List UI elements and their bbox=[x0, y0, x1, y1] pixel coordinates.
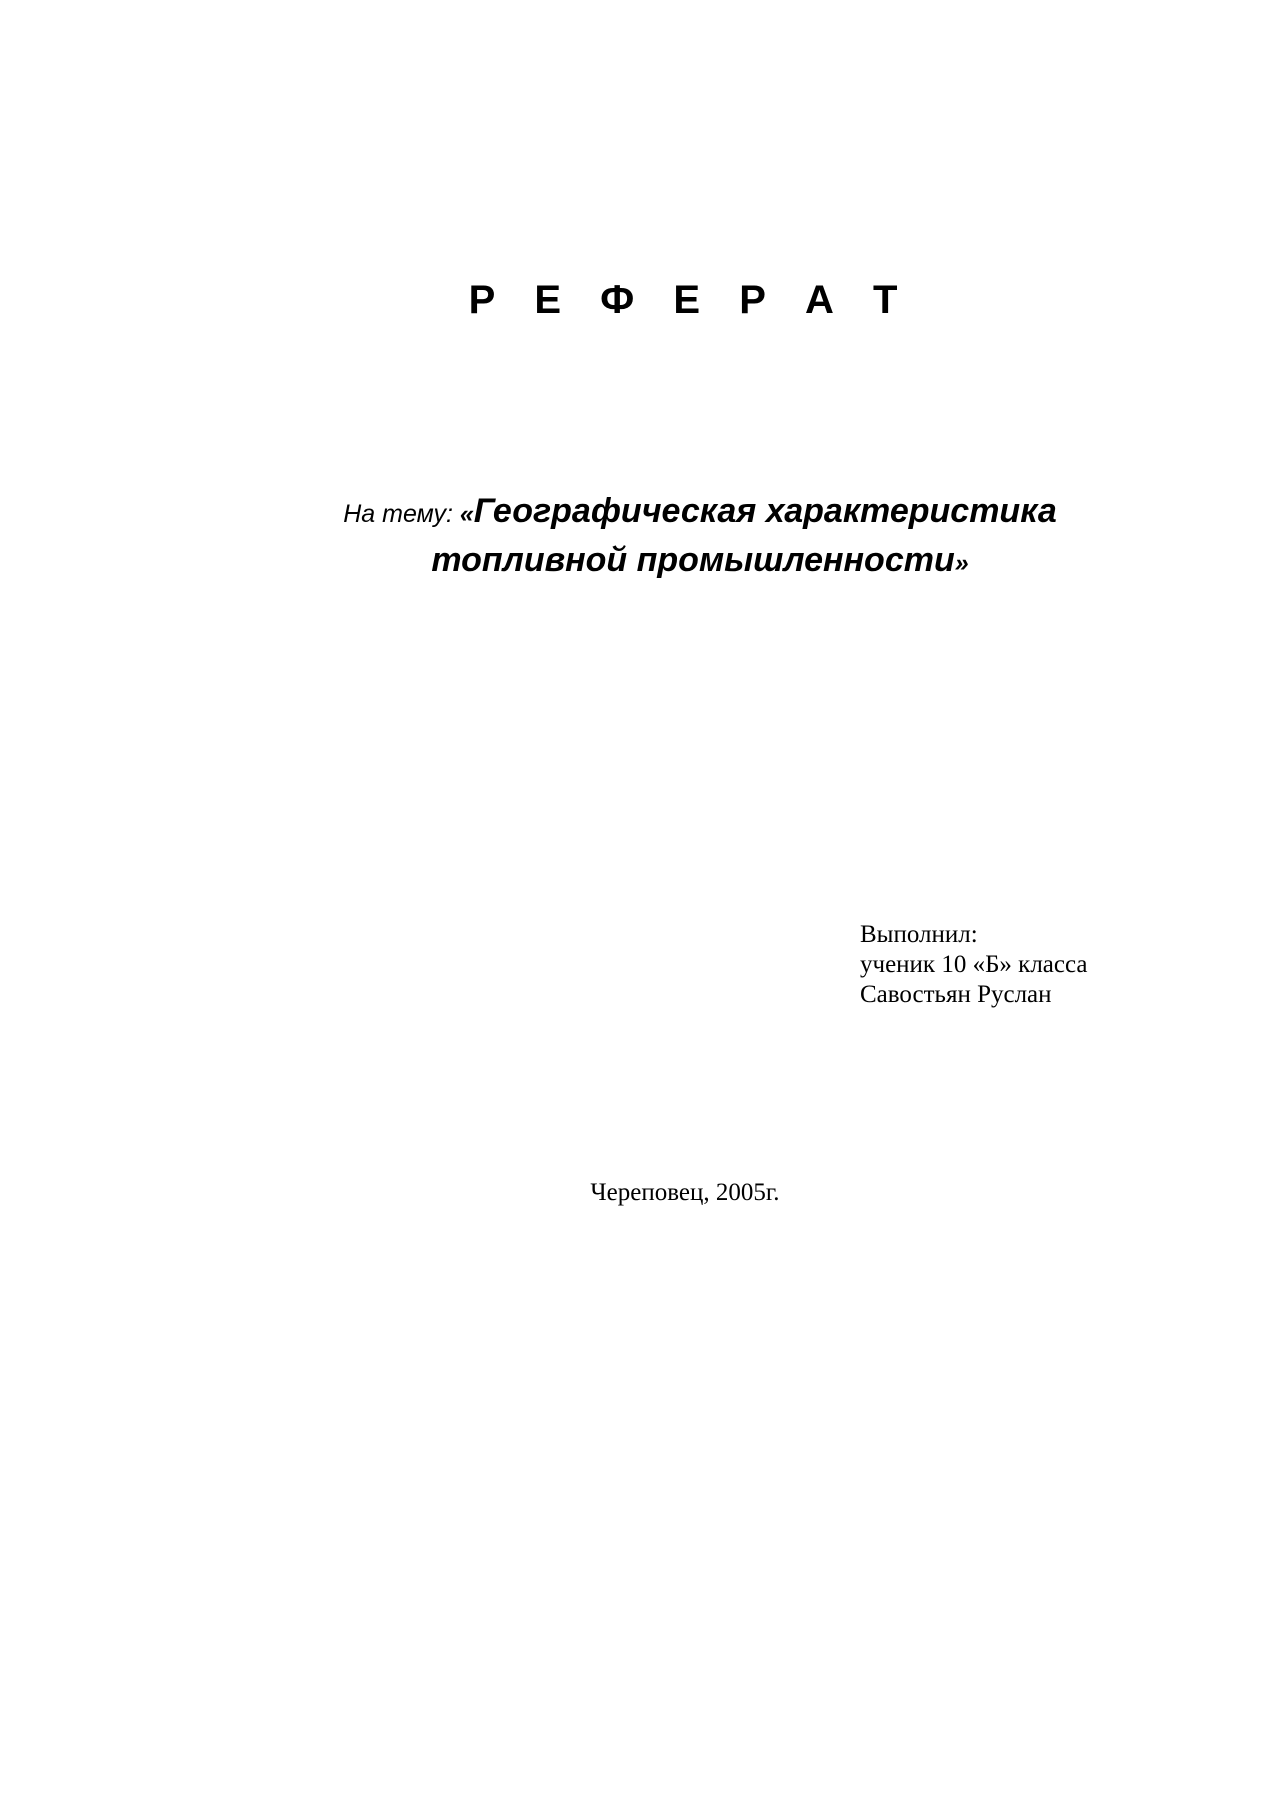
document-title: Р Е Ф Е Р А Т bbox=[468, 278, 912, 322]
topic-open-quote: « bbox=[459, 500, 474, 528]
topic-heading bbox=[300, 490, 1100, 588]
topic-prefix: На тему: bbox=[343, 500, 460, 528]
place-year: Череповец, 2005г. bbox=[590, 1179, 780, 1206]
topic-title: Географическая характеристика топливной промышленности bbox=[431, 492, 1057, 579]
author-label: Выполнил: bbox=[860, 921, 978, 948]
author-block bbox=[860, 920, 1088, 1010]
topic-close-quote: » bbox=[954, 549, 969, 577]
author-class: ученик 10 «Б» класса bbox=[860, 951, 1088, 978]
author-name: Савостьян Руслан bbox=[860, 981, 1052, 1008]
